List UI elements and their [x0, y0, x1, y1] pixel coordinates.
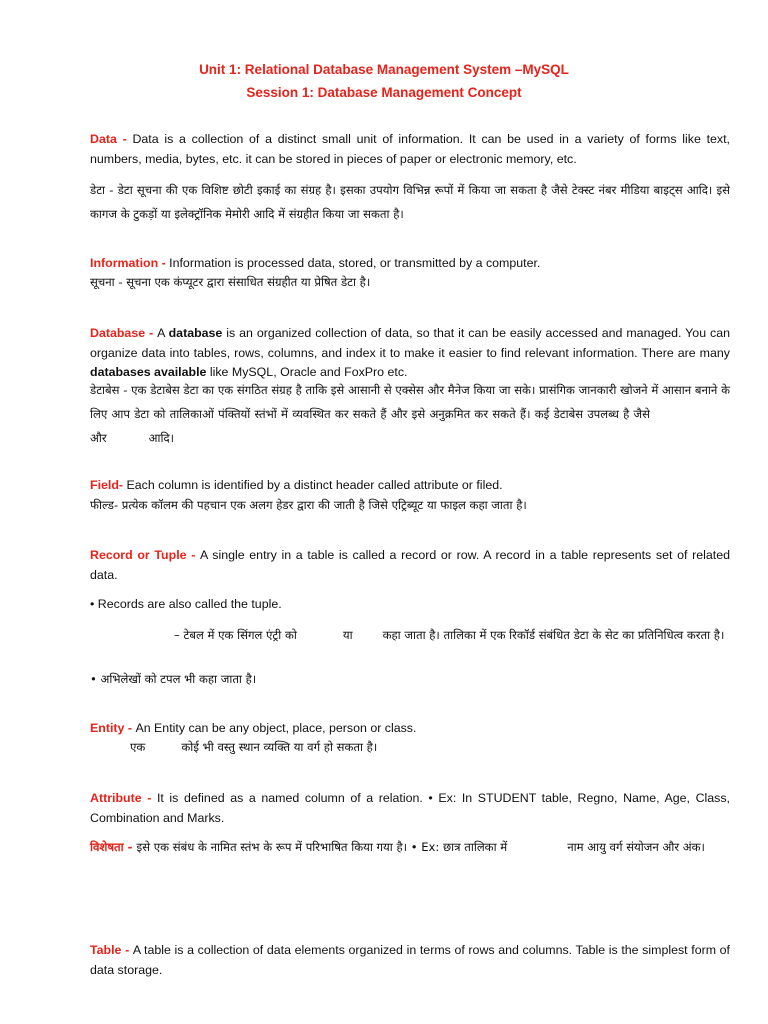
database-definition-hi: डेटाबेस - एक डेटाबेस डेटा का एक संगठित संग्रह है ताकि इसे आसानी से एक्सेस और मैनेज किया जा सके। प्रासंगिक जानकारी खोजने में आसान बनाने के लिए आप डेटा को तालिकाओं पंक्तियों स्तंभों में व्यवस्थित कर सकते हैं और इसे अनुक्रमित कर सकते हैं। कई डेटाबेस उपलब्ध है जैसेऔर आदि। — [90, 383, 730, 445]
table-text: A table is a collection of data elements organized in terms of rows and columns. Table is the simplest form of data storage. — [90, 943, 730, 977]
data-definition-en — [90, 130, 730, 169]
data-definition-hi: डेटा - डेटा सूचना की एक विशिष्ट छोटी इकाई का संग्रह है। इसका उपयोग विभिन्न रूपों में किया जा सकता है जैसे टेक्स्ट नंबर मीडिया बाइट्स आदि। इसे कागज के टुकड़ों या इलेक्ट्रॉनिक मेमोरी आदि में संग्रहीत किया जा सकता है। — [90, 183, 730, 221]
table-definition-en — [90, 941, 730, 980]
record-term: Record or Tuple - — [90, 548, 200, 562]
data-text: Data is a collection of a distinct small unit of information. It can be used in a variety of forms like text, numbers, media, bytes, etc. it can be stored in pieces of paper or electronic memory, etc. — [90, 132, 730, 166]
entity-definition-hi: एक कोई भी वस्तु स्थान व्यक्ति या वर्ग हो सकता है। — [130, 740, 378, 754]
entity-term: Entity - — [90, 721, 136, 735]
session-title: Session 1: Database Management Concept — [246, 85, 522, 100]
information-term: Information - — [90, 256, 170, 270]
unit-title: Unit 1: Relational Database Management System –MySQL — [199, 62, 569, 77]
record-bullet-hi: • अभिलेखों को टपल भी कहा जाता है। — [90, 672, 257, 686]
databases-available-bold: databases available — [90, 365, 207, 379]
database-term: Database - — [90, 326, 158, 340]
record-bullet-en: • Records are also called the tuple. — [90, 597, 282, 611]
entity-text: An Entity can be any object, place, person or class. — [135, 721, 417, 735]
database-bold: database — [168, 326, 223, 340]
attribute-definition-en — [90, 789, 730, 828]
attribute-definition-hi: विशेषता - इसे एक संबंध के नामित स्तंभ के रूप में परिभाषित किया गया है। • Ex: छात्र तालिका में नाम आयु वर्ग संयोजन और अंक। — [90, 840, 705, 854]
record-definition-en — [90, 546, 730, 585]
attribute-term-hi: विशेषता - — [90, 840, 137, 854]
data-term: Data - — [90, 132, 133, 146]
field-term: Field- — [90, 478, 127, 492]
information-text: Information is processed data, stored, or transmitted by a computer. — [169, 256, 541, 270]
field-definition-hi: फील्ड- प्रत्येक कॉलम की पहचान एक अलग हेडर द्वारा की जाती है जिसे एट्रिब्यूट या फाइल कहा जाता है। — [90, 498, 527, 512]
database-definition-en: Database - A database is an organized collection of data, so that it can be easily accessed and managed. You can organize data into tables, rows, columns, and index it to make it easier to find relevant information. There are many databases available like MySQL, Oracle and FoxPro etc. — [90, 326, 730, 379]
attribute-term: Attribute - — [90, 791, 157, 805]
information-definition-hi: सूचना - सूचना एक कंप्यूटर द्वारा संसाधित संग्रहीत या प्रेषित डेटा है। — [90, 275, 371, 289]
attribute-text: It is defined as a named column of a relation. • Ex: In STUDENT table, Regno, Name, Age, Class, Combination and Marks. — [90, 791, 730, 825]
table-term: Table - — [90, 943, 133, 957]
record-text: A single entry in a table is called a record or row. A record in a table represents set of related data. — [90, 548, 730, 582]
field-text: Each column is identified by a distinct header called attribute or filed. — [126, 478, 503, 492]
record-definition-hi: – टेबल में एक सिंगल एंट्री को या कहा जाता है। तालिका में एक रिकॉर्ड संबंधित डेटा के सेट का प्रतिनिधित्व करता है। — [174, 628, 725, 642]
